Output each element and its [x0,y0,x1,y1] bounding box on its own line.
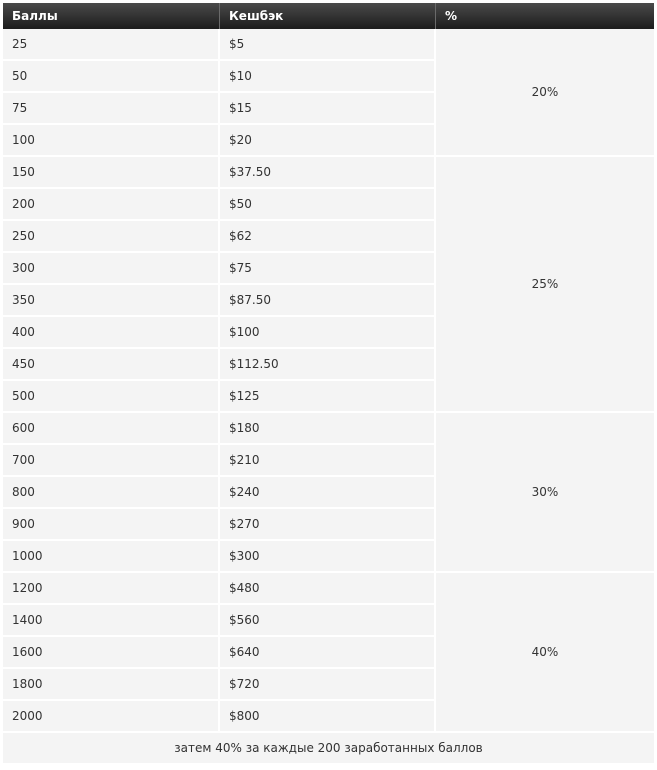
points-cell: 200 [3,189,220,221]
cashback-cell: $210 [220,445,436,477]
points-cell: 350 [3,285,220,317]
points-cell: 50 [3,61,220,93]
points-cell: 1000 [3,541,220,573]
cashback-cell: $720 [220,669,436,701]
footer-note: затем 40% за каждые 200 заработанных баллов [3,733,654,763]
points-cell: 2000 [3,701,220,733]
cashback-cell: $270 [220,509,436,541]
cashback-cell: $180 [220,413,436,445]
cashback-cell: $480 [220,573,436,605]
cashback-cell: $112.50 [220,349,436,381]
points-cell: 100 [3,125,220,157]
cashback-cell: $300 [220,541,436,573]
cashback-table-container [3,3,654,763]
cashback-cell: $37.50 [220,157,436,189]
points-cell: 75 [3,93,220,125]
cashback-cell: $62 [220,221,436,253]
cashback-cell: $800 [220,701,436,733]
percent-cell: 20% [436,29,654,157]
cashback-cell: $10 [220,61,436,93]
points-cell: 450 [3,349,220,381]
cashback-cell: $75 [220,253,436,285]
header-cashback: Кешбэк [220,3,436,29]
header-percent: % [436,3,654,29]
points-cell: 1400 [3,605,220,637]
points-cell: 1600 [3,637,220,669]
points-cell: 800 [3,477,220,509]
percent-cell: 30% [436,413,654,573]
table-row [3,573,654,605]
cashback-cell: $50 [220,189,436,221]
cashback-cell: $5 [220,29,436,61]
points-cell: 900 [3,509,220,541]
cashback-cell: $87.50 [220,285,436,317]
cashback-cell: $100 [220,317,436,349]
points-cell: 150 [3,157,220,189]
points-cell: 25 [3,29,220,61]
cashback-cell: $640 [220,637,436,669]
points-cell: 300 [3,253,220,285]
cashback-cell: $15 [220,93,436,125]
points-cell: 500 [3,381,220,413]
points-cell: 250 [3,221,220,253]
points-cell: 1800 [3,669,220,701]
cashback-cell: $20 [220,125,436,157]
header-points: Баллы [3,3,220,29]
cashback-table [3,3,654,763]
table-row [3,413,654,445]
table-header [3,3,654,29]
cashback-cell: $560 [220,605,436,637]
percent-cell: 25% [436,157,654,413]
points-cell: 600 [3,413,220,445]
points-cell: 700 [3,445,220,477]
cashback-cell: $125 [220,381,436,413]
table-row [3,157,654,189]
percent-cell: 40% [436,573,654,733]
cashback-cell: $240 [220,477,436,509]
points-cell: 1200 [3,573,220,605]
table-row [3,29,654,61]
table-body [3,29,654,733]
points-cell: 400 [3,317,220,349]
